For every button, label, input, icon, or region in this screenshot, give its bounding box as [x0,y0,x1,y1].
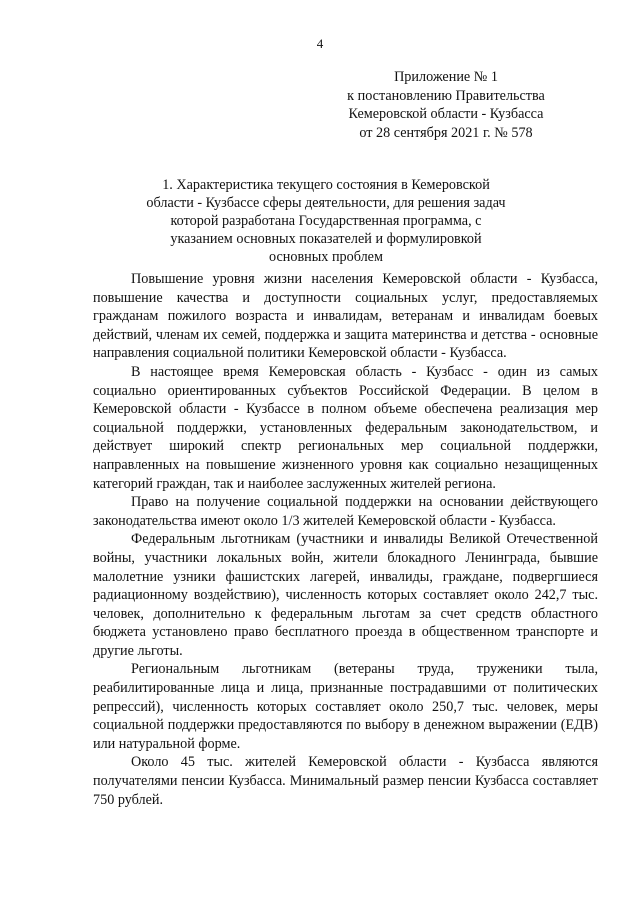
paragraph: Повышение уровня жизни населения Кемеровской области - Кузбасса, повышение качества и доступности социальных услуг, предоставляемых гражданам пожилого возраста и инвалидам, ветеранам и инвалидам боевых действий, членам их семей, поддержка и защита материнства и детства - основные направления социальной политики Кемеровской области - Кузбасса. [93,271,598,362]
appendix-line-1: Приложение № 1 [394,69,498,85]
paragraph: Федеральным льготникам (участники и инвалиды Великой Отечественной войны, участники локальных войн, жители блокадного Ленинграда, бывшие малолетние узники фашистских лагерей, инвалиды, граждане, подвергшиеся радиационному воздействию), численность которых составляет около 242,7 тыс. человек, дополнительно к федеральным льготам за счет средств областного бюджета установлено право бесплатного проезда в общественном транспорте и другие льготы. [93,531,598,659]
page-number: 4 [316,36,324,51]
appendix-line-3: Кемеровской области - Кузбасса [348,106,544,122]
appendix-line-2: к постановлению Правительства [347,87,545,104]
appendix-block [326,68,566,142]
paragraph: В настоящее время Кемеровская область - Кузбасс - один из самых социально ориентированных субъектов Российской Федерации. В целом в Кемеровской области - Кузбассе в полном объеме обеспечена реализация мер социальной поддержки, установленных федеральным законодательством, и действует широкий спектр региональных мер социальной поддержки, направленных на повышение жизненного уровня как социально незащищенных категорий граждан, так и наиболее заслуженных жителей региона. [93,363,598,492]
paragraph: Около 45 тыс. жителей Кемеровской области - Кузбасса являются получателями пенсии Кузбасса. Минимальный размер пенсии Кузбасса составляет 750 рублей. [93,754,598,808]
appendix-line-4: от 28 сентября 2021 г. № 578 [359,124,533,141]
body-text [93,270,598,809]
section-heading: 1. Характеристика текущего состояния в Кемеровской области - Кузбассе сферы деятельности, для решения задач которой разработана Государственная программа, с указанием основных показателей и формулировкой основных проблем [146,177,506,265]
paragraph: Право на получение социальной поддержки на основании действующего законодательства имеют около 1/3 жителей Кемеровской области - Кузбасса. [93,494,598,529]
paragraph: Региональным льготникам (ветераны труда, труженики тыла, реабилитированные лица и лица, признанные пострадавшими от политических репрессий), численность которых составляет около 250,7 тыс. человек, меры социальной поддержки предоставляются по выбору в денежном выражении (ЕДВ) или натуральной форме. [93,661,598,752]
